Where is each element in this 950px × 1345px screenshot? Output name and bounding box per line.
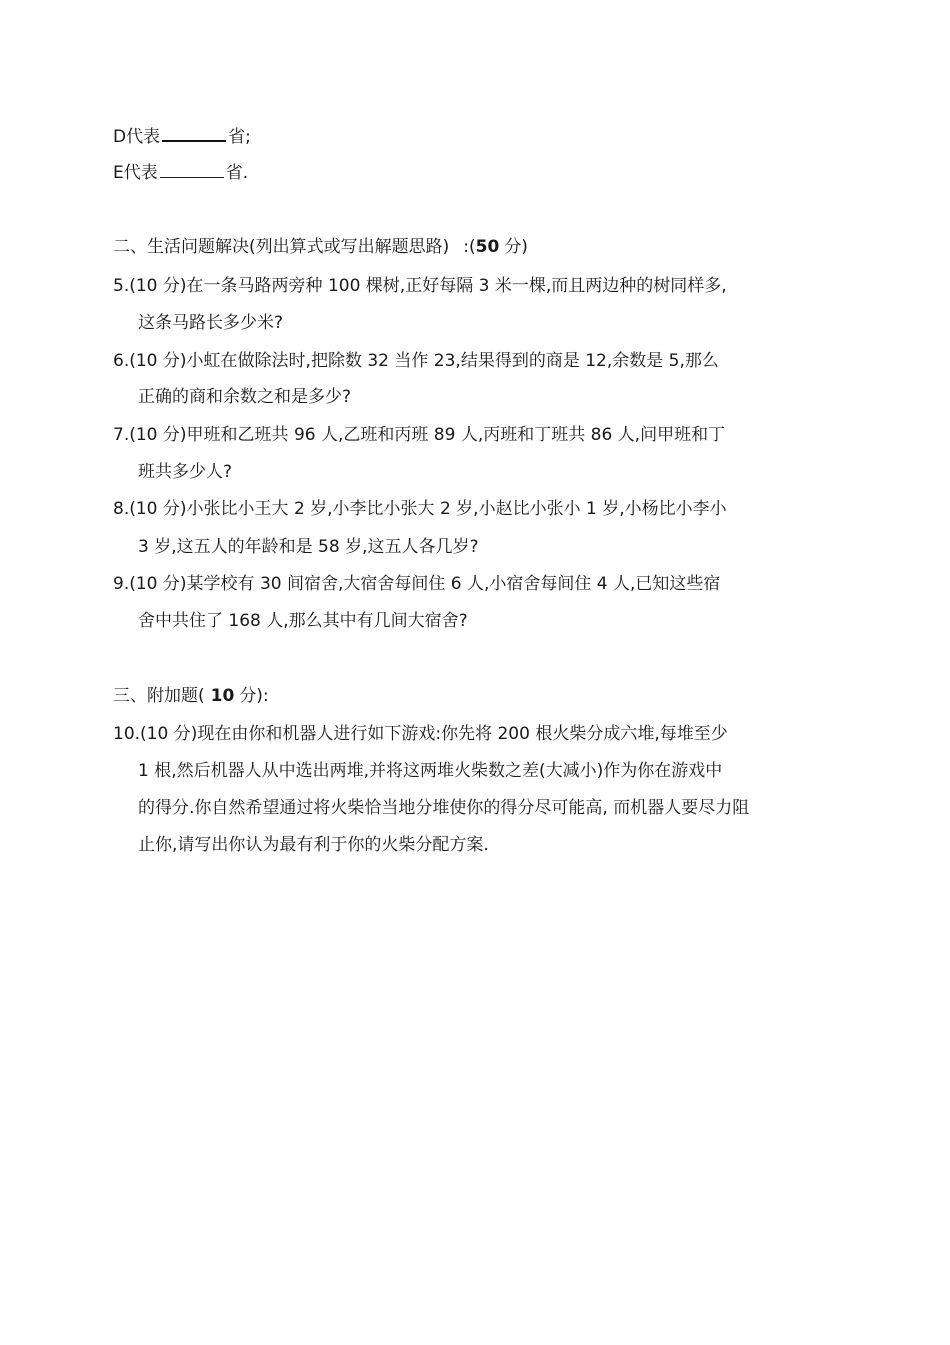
section-score: 10 — [210, 686, 235, 706]
section-title: 三、附加题( — [113, 686, 205, 706]
problem-number: 5. — [113, 276, 130, 296]
section-2-heading — [113, 236, 528, 258]
problem-6-line-2 — [138, 386, 351, 408]
section-score-suffix: 分) — [504, 237, 528, 257]
problem-text: (10 分)小虹在做除法时,把除数 32 当作 23,结果得到的商是 12,余数是 5,那么 — [129, 351, 719, 371]
problem-9-line-1 — [113, 573, 720, 595]
problem-5-line-2 — [138, 312, 283, 334]
problem-7-line-1 — [113, 424, 725, 446]
fill-blank-suffix: 省. — [225, 163, 249, 183]
problem-7-line-2 — [138, 461, 232, 483]
problem-text: 的得分.你自然希望通过将火柴恰当地分堆使你的得分尽可能高, 而机器人要尽力阻 — [138, 798, 750, 818]
fill-blank-prefix: E代表 — [113, 163, 158, 183]
fill-blank-suffix: 省; — [228, 127, 251, 147]
problem-number: 6. — [113, 351, 130, 371]
problem-number: 8. — [113, 499, 130, 519]
problem-8-line-1 — [113, 498, 727, 520]
problem-text: (10 分)小张比小王大 2 岁,小李比小张大 2 岁,小赵比小张小 1 岁,小杨比小李小 — [129, 499, 727, 519]
section-score: 50 — [475, 237, 500, 257]
section-colon: :( — [463, 237, 476, 257]
problem-text: 这条马路长多少米? — [138, 313, 284, 333]
problem-5-line-1 — [113, 275, 727, 297]
problem-text: 3 岁,这五人的年龄和是 58 岁,这五人各几岁? — [138, 537, 479, 557]
answer-blank[interactable] — [162, 124, 226, 142]
problem-text: (10 分)现在由你和机器人进行如下游戏:你先将 200 根火柴分成六堆,每堆至少 — [140, 724, 728, 744]
problem-6-line-1 — [113, 350, 719, 372]
section-3-heading — [113, 685, 269, 707]
problem-text: 止你,请写出你认为最有利于你的火柴分配方案. — [138, 835, 489, 855]
fill-blank-prefix: D代表 — [113, 127, 161, 147]
fill-blank-d — [113, 124, 251, 148]
problem-number: 7. — [113, 425, 130, 445]
problem-text: 舍中共住了 168 人,那么其中有几间大宿舍? — [138, 611, 468, 631]
problem-text: 1 根,然后机器人从中选出两堆,并将这两堆火柴数之差(大减小)作为你在游戏中 — [138, 761, 723, 781]
fill-blank-e — [113, 161, 248, 184]
problem-text: (10 分)在一条马路两旁种 100 棵树,正好每隔 3 米一棵,而且两边种的树同样多, — [129, 276, 727, 296]
problem-text: 班共多少人? — [138, 462, 233, 482]
problem-10-line-4 — [138, 834, 489, 856]
problem-8-line-2 — [138, 536, 479, 558]
problem-text: 正确的商和余数之和是多少? — [138, 387, 352, 407]
answer-blank[interactable] — [160, 161, 224, 178]
problem-10-line-3 — [138, 797, 749, 819]
problem-9-line-2 — [138, 610, 468, 632]
section-title: 二、生活问题解决(列出算式或写出解题思路) — [113, 237, 450, 257]
section-score-suffix: 分): — [239, 686, 269, 706]
problem-text: (10 分)某学校有 30 间宿舍,大宿舍每间住 6 人,小宿舍每间住 4 人,已知这些宿 — [129, 574, 721, 594]
problem-10-line-2 — [138, 760, 722, 782]
problem-number: 9. — [113, 574, 130, 594]
problem-number: 10. — [113, 724, 141, 744]
problem-text: (10 分)甲班和乙班共 96 人,乙班和丙班 89 人,丙班和丁班共 86 人,问甲班和丁 — [129, 425, 726, 445]
problem-10-line-1 — [113, 723, 728, 745]
